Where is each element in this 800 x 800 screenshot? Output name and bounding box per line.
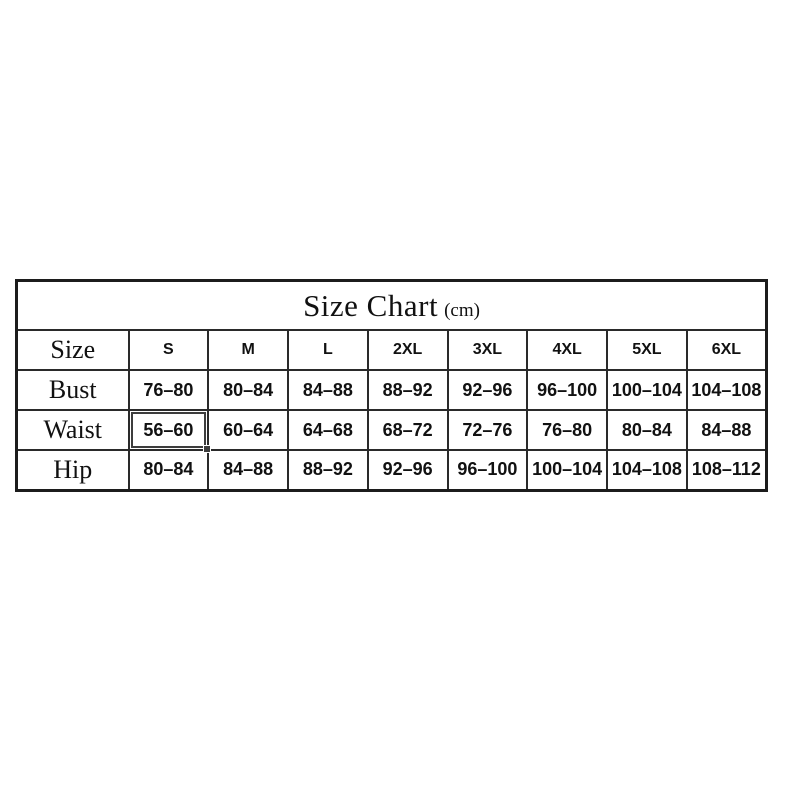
cell-bust-s[interactable]: 76–80 xyxy=(129,370,209,410)
row-header-bust[interactable]: Bust xyxy=(17,370,129,410)
cell-waist-6xl[interactable]: 84–88 xyxy=(687,410,767,450)
title-row xyxy=(17,281,767,331)
cell-waist-3xl[interactable]: 72–76 xyxy=(448,410,528,450)
chart-title: Size Chart xyxy=(303,287,439,323)
cell-hip-s[interactable]: 80–84 xyxy=(129,450,209,490)
cell-bust-m[interactable]: 80–84 xyxy=(208,370,288,410)
table-row-bust xyxy=(17,370,767,410)
table-row-hip xyxy=(17,450,767,490)
cell-bust-4xl[interactable]: 96–100 xyxy=(527,370,607,410)
row-header-hip[interactable]: Hip xyxy=(17,450,129,490)
column-header-6xl[interactable]: 6XL xyxy=(687,330,767,370)
corner-header-size[interactable]: Size xyxy=(17,330,129,370)
cell-waist-l[interactable]: 64–68 xyxy=(288,410,368,450)
cell-bust-3xl[interactable]: 92–96 xyxy=(448,370,528,410)
cell-bust-6xl[interactable]: 104–108 xyxy=(687,370,767,410)
row-header-waist[interactable]: Waist xyxy=(17,410,129,450)
column-header-5xl[interactable]: 5XL xyxy=(607,330,687,370)
cell-bust-5xl[interactable]: 100–104 xyxy=(607,370,687,410)
cell-waist-4xl[interactable]: 76–80 xyxy=(527,410,607,450)
column-header-s[interactable]: S xyxy=(129,330,209,370)
selected-cell-waist-s[interactable]: 56–60 xyxy=(129,410,209,450)
size-chart-table xyxy=(15,279,768,492)
column-header-4xl[interactable]: 4XL xyxy=(527,330,607,370)
cell-hip-l[interactable]: 88–92 xyxy=(288,450,368,490)
column-header-l[interactable]: L xyxy=(288,330,368,370)
cell-hip-4xl[interactable]: 100–104 xyxy=(527,450,607,490)
selection-fill-handle[interactable] xyxy=(203,445,211,453)
title-cell xyxy=(17,281,767,331)
cell-hip-m[interactable]: 84–88 xyxy=(208,450,288,490)
cell-waist-5xl[interactable]: 80–84 xyxy=(607,410,687,450)
chart-title-unit: (cm) xyxy=(444,299,480,321)
column-header-row xyxy=(17,330,767,370)
cell-hip-2xl[interactable]: 92–96 xyxy=(368,450,448,490)
cell-waist-m[interactable]: 60–64 xyxy=(208,410,288,450)
cell-waist-2xl[interactable]: 68–72 xyxy=(368,410,448,450)
cell-hip-3xl[interactable]: 96–100 xyxy=(448,450,528,490)
table-row-waist xyxy=(17,410,767,450)
column-header-2xl[interactable]: 2XL xyxy=(368,330,448,370)
column-header-m[interactable]: M xyxy=(208,330,288,370)
cell-bust-2xl[interactable]: 88–92 xyxy=(368,370,448,410)
cell-hip-5xl[interactable]: 104–108 xyxy=(607,450,687,490)
cell-hip-6xl[interactable]: 108–112 xyxy=(687,450,767,490)
column-header-3xl[interactable]: 3XL xyxy=(448,330,528,370)
cell-bust-l[interactable]: 84–88 xyxy=(288,370,368,410)
